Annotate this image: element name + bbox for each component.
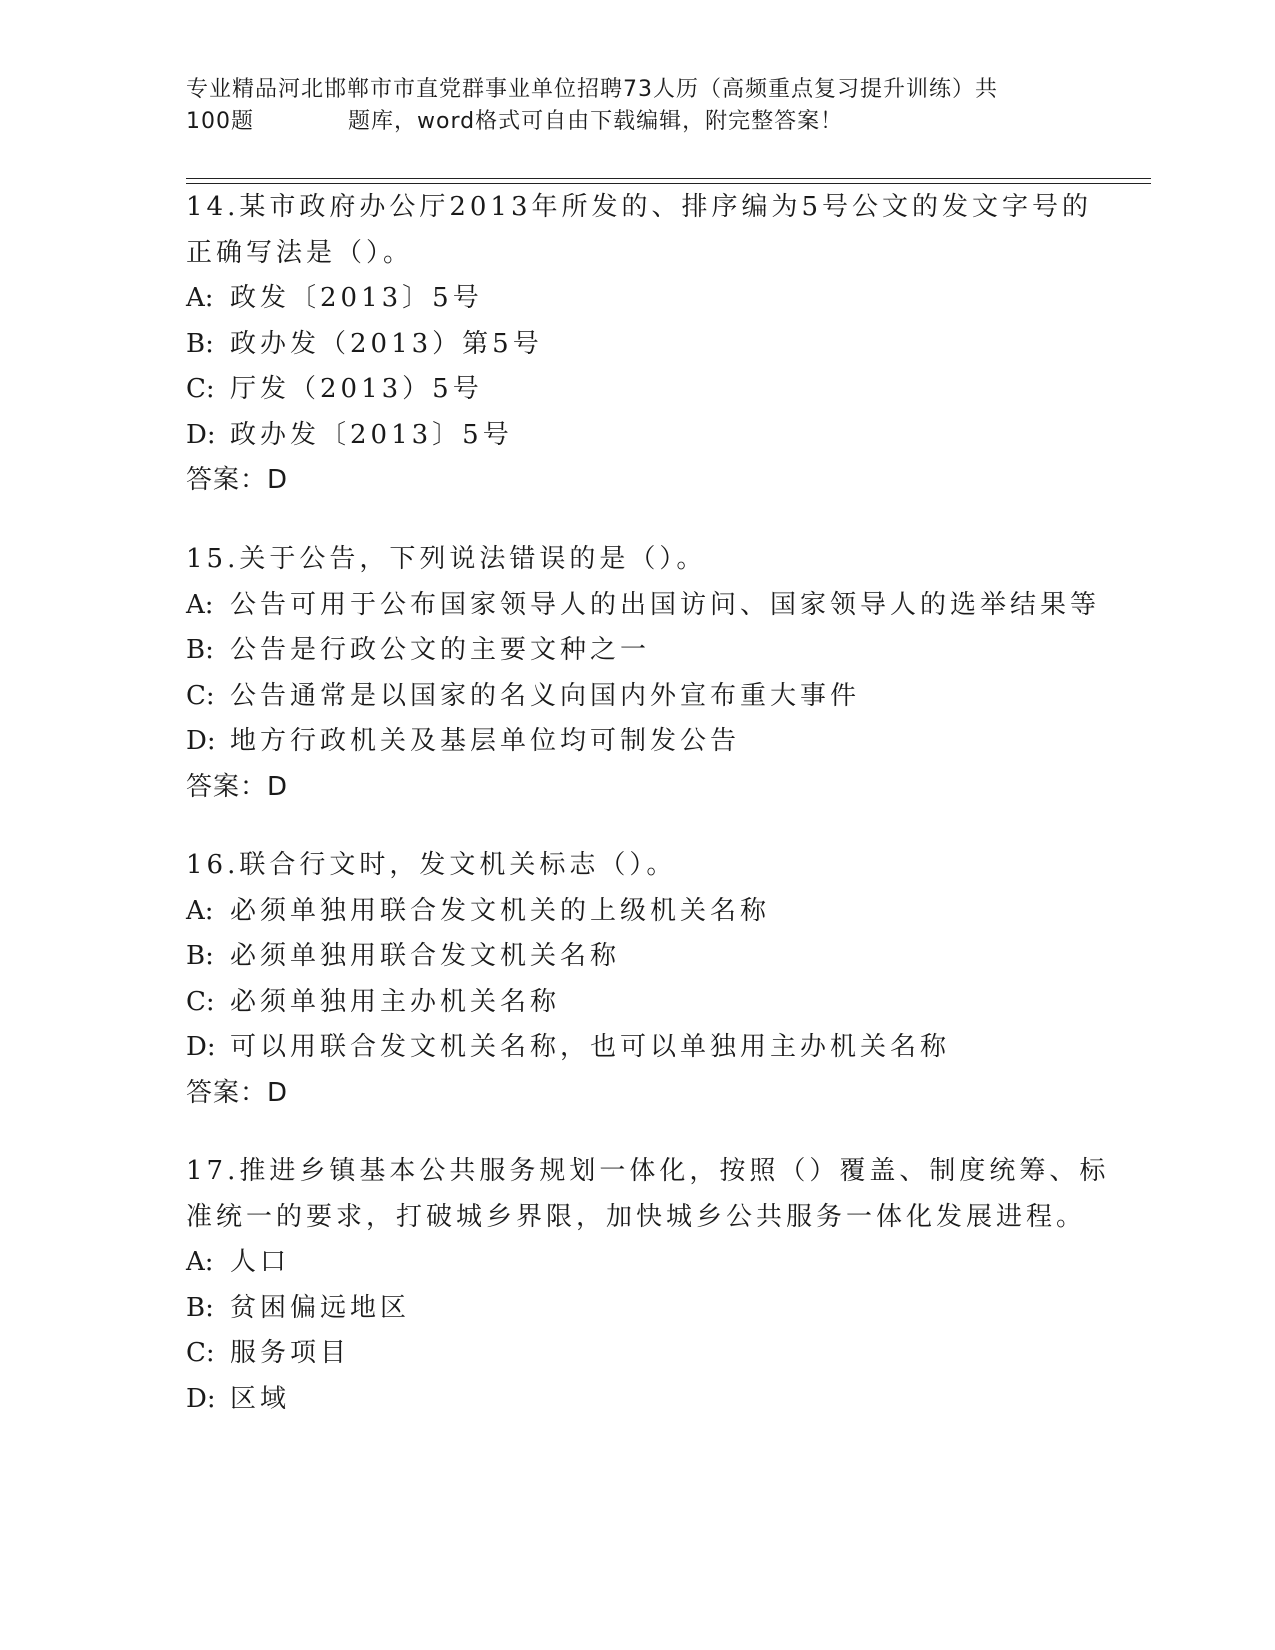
option-text: 可以用联合发文机关名称，也可以单独用主办机关名称 (230, 1032, 951, 1062)
option-a (186, 583, 1101, 629)
option-text: 政办发（2013）第5号 (230, 328, 543, 359)
header-divider-bottom (186, 183, 1151, 184)
question-stem-line: 正确写法是（）。 (186, 237, 414, 268)
option-c (186, 1331, 1086, 1377)
option-b (186, 628, 1086, 674)
option-b (186, 1286, 1086, 1332)
option-key: D: (186, 419, 216, 450)
option-b (186, 322, 1086, 368)
option-a (186, 276, 1086, 322)
question-stem-line: 17.推进乡镇基本公共服务规划一体化，按照（）覆盖、制度统筹、标 (186, 1156, 1110, 1186)
option-a (186, 889, 1086, 935)
option-key: A: (186, 1247, 214, 1277)
document-header (186, 74, 1086, 138)
option-text: 必须单独用主办机关名称 (230, 986, 561, 1017)
answer-line: 答案：D (186, 1077, 289, 1108)
option-key: A: (186, 895, 214, 926)
header-title-line-2 (186, 106, 1086, 138)
option-text: 地方行政机关及基层单位均可制发公告 (230, 726, 741, 756)
option-d (186, 1025, 1086, 1071)
option-a (186, 1240, 1086, 1286)
option-text: 必须单独用联合发文机关名称 (230, 941, 621, 971)
option-key: C: (186, 680, 215, 711)
option-text: 公告可用于公布国家领导人的出国访问、国家领导人的选举结果等 (230, 589, 1101, 620)
header-divider-top (186, 178, 1151, 179)
option-key: B: (186, 328, 214, 359)
option-key: D: (186, 726, 216, 756)
answer-line: 答案：D (186, 465, 289, 495)
option-key: D: (186, 1032, 216, 1062)
header-description: 题库，word格式可自由下载编辑，附完整答案！ (348, 109, 844, 134)
option-key: A: (186, 589, 214, 620)
option-text: 公告是行政公文的主要文种之一 (230, 635, 651, 665)
question-stem-line: 14.某市政府办公厅2013年所发的、排序编为5号公文的发文字号的 (186, 192, 1093, 222)
option-d (186, 719, 1086, 765)
option-c (186, 674, 1086, 720)
question-15 (186, 537, 1101, 810)
option-key: B: (186, 1292, 214, 1323)
option-d (186, 413, 1086, 459)
option-key: C: (186, 986, 215, 1017)
option-text: 贫困偏远地区 (230, 1292, 411, 1323)
option-key: C: (186, 374, 215, 404)
question-16 (186, 843, 1086, 1116)
header-title-line-1: 专业精品河北邯郸市市直党群事业单位招聘73人历（高频重点复习提升训练）共 (186, 77, 998, 102)
option-text: 公告通常是以国家的名义向国内外宣布重大事件 (230, 680, 861, 711)
option-b (186, 934, 1086, 980)
question-stem-line: 16.联合行文时，发文机关标志（）。 (186, 850, 677, 880)
option-c (186, 980, 1086, 1026)
question-stem-line: 准统一的要求，打破城乡界限，加快城乡公共服务一体化发展进程。 (186, 1201, 1087, 1232)
option-key: B: (186, 941, 214, 971)
option-key: B: (186, 635, 214, 665)
header-question-count: 100题 (186, 109, 254, 134)
option-text: 人口 (230, 1247, 291, 1277)
option-text: 区域 (230, 1383, 291, 1414)
option-text: 服务项目 (230, 1338, 351, 1368)
option-text: 政发〔2013〕5号 (230, 283, 483, 313)
question-stem-line: 15.关于公告，下列说法错误的是（）。 (186, 544, 707, 574)
option-c (186, 367, 1086, 413)
option-key: D: (186, 1383, 216, 1414)
option-text: 政办发〔2013〕5号 (230, 419, 513, 450)
option-text: 厅发（2013）5号 (230, 374, 483, 404)
option-d (186, 1377, 1086, 1423)
question-14 (186, 185, 1093, 504)
option-text: 必须单独用联合发文机关的上级机关名称 (230, 895, 771, 926)
option-key: C: (186, 1338, 215, 1368)
answer-line: 答案：D (186, 771, 289, 802)
question-17 (186, 1149, 1110, 1422)
option-key: A: (186, 283, 214, 313)
